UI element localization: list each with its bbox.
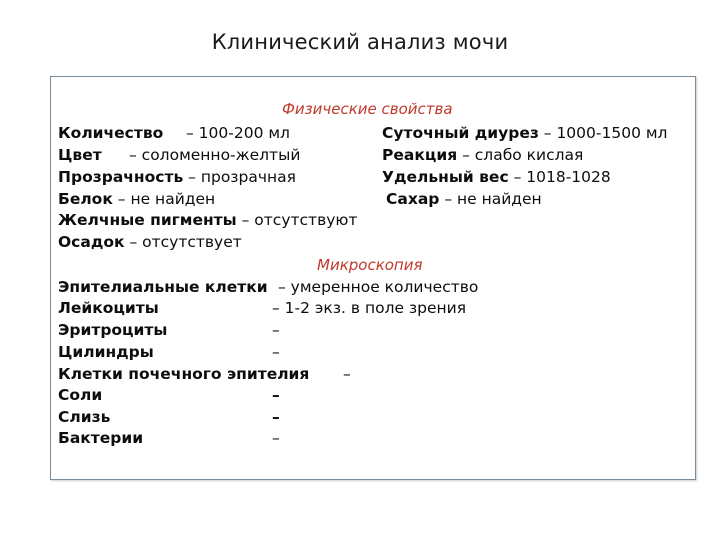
row-value: – соломенно-желтый	[129, 146, 301, 164]
row-label: Количество	[58, 124, 164, 142]
physical-row-diuresis	[382, 123, 667, 143]
micro-label-bacteria: Бактерии	[58, 429, 144, 447]
physical-row-sugar	[386, 189, 542, 209]
micro-label-erythrocytes: Эритроциты	[58, 321, 168, 339]
micro-value-bacteria: –	[272, 429, 280, 447]
row-label: Прозрачность	[58, 168, 184, 186]
row-label: Осадок	[58, 233, 125, 251]
physical-row-clarity	[58, 167, 296, 187]
row-value: – отсутствует	[124, 233, 242, 251]
physical-row-gravity	[382, 167, 611, 187]
row-label: Белок	[58, 190, 113, 208]
row-value: – 1018-1028	[508, 168, 611, 186]
row-label: Сахар	[386, 190, 440, 208]
row-value: – не найден	[439, 190, 542, 208]
row-label: Реакция	[382, 146, 458, 164]
row-value: – отсутствуют	[236, 211, 358, 229]
physical-row-reaction	[382, 145, 583, 165]
micro-value-salts: –	[272, 386, 280, 404]
row-label: Желчные пигменты	[58, 211, 237, 229]
micro-value-erythrocytes: –	[272, 321, 280, 339]
micro-value-epithelial: – умеренное количество	[278, 278, 479, 296]
physical-row-protein	[58, 189, 215, 209]
physical-row-bile	[58, 210, 357, 230]
micro-value-casts: –	[272, 343, 280, 361]
micro-label-renal-epithelium: Клетки почечного эпителия	[58, 365, 310, 383]
micro-value-renal-epithelium: –	[343, 365, 351, 383]
row-value: – слабо кислая	[457, 146, 584, 164]
physical-row-sediment	[58, 232, 242, 252]
physical-heading: Физические свойства	[282, 100, 453, 118]
physical-row-color	[58, 145, 102, 165]
micro-label-casts: Цилиндры	[58, 343, 154, 361]
row-value: – прозрачная	[183, 168, 297, 186]
row-value: – не найден	[112, 190, 216, 208]
micro-label-epithelial: Эпителиальные клетки	[58, 278, 268, 296]
microscopy-heading: Микроскопия	[317, 256, 423, 274]
micro-label-mucus: Слизь	[58, 408, 111, 426]
micro-label-leukocytes: Лейкоциты	[58, 299, 159, 317]
micro-label-salts: Соли	[58, 386, 103, 404]
page-title: Клинический анализ мочи	[211, 30, 509, 54]
row-value: – 100-200 мл	[186, 124, 290, 142]
row-value: – 1000-1500 мл	[538, 124, 668, 142]
row-label: Цвет	[58, 146, 102, 164]
micro-value-mucus: –	[272, 408, 280, 426]
row-label: Суточный диурез	[382, 124, 539, 142]
micro-value-leukocytes: – 1-2 экз. в поле зрения	[272, 299, 467, 317]
row-label: Удельный вес	[382, 168, 509, 186]
physical-row-quantity	[58, 123, 163, 143]
